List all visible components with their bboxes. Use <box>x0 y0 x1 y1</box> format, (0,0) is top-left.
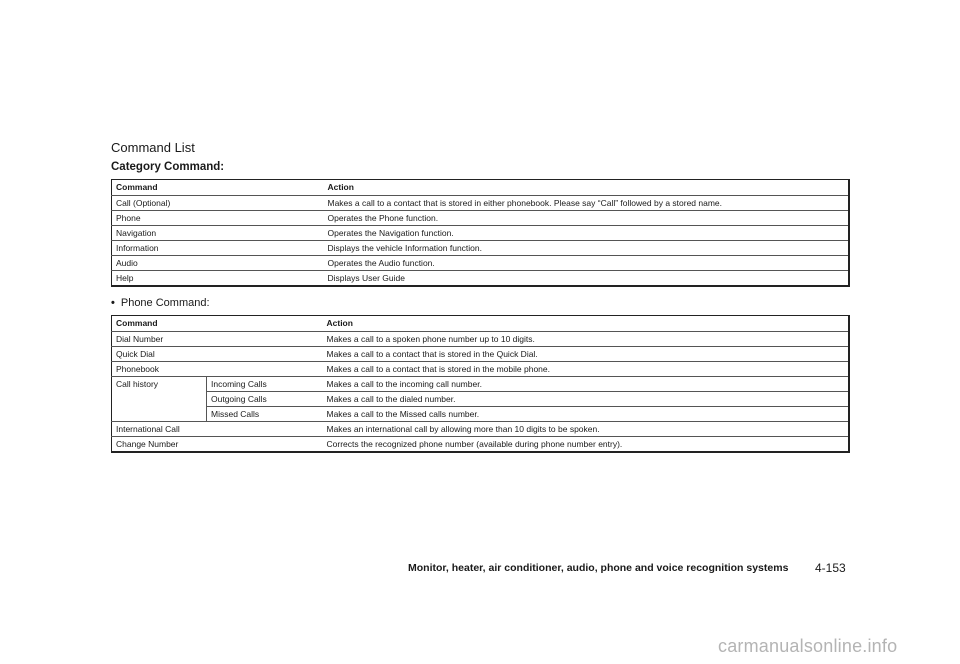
command-cell: International Call <box>112 422 323 437</box>
category-command-table <box>111 179 850 287</box>
page-number: 4-153 <box>815 561 846 575</box>
action-cell: Makes a call to the incoming call number. <box>323 377 850 392</box>
command-cell: Phone <box>112 211 324 226</box>
table-header-row <box>112 180 850 196</box>
table-row <box>112 437 850 453</box>
action-cell: Makes a call to the dialed number. <box>323 392 850 407</box>
sub-command-cell: Outgoing Calls <box>207 392 323 407</box>
call-history-cell: Call history <box>112 377 207 422</box>
column-header-action: Action <box>323 316 850 332</box>
command-cell: Information <box>112 241 324 256</box>
action-cell: Makes a call to the Missed calls number. <box>323 407 850 422</box>
action-cell: Corrects the recognized phone number (available during phone number entry). <box>326 439 623 449</box>
category-command-heading: Category Command: <box>111 161 225 173</box>
command-cell: Navigation <box>112 226 324 241</box>
bullet-icon: • <box>111 297 115 309</box>
command-cell: Change Number <box>116 439 179 449</box>
command-cell: Dial Number <box>112 332 323 347</box>
action-cell: Operates the Navigation function. <box>324 226 850 241</box>
sub-command-cell: Missed Calls <box>207 407 323 422</box>
table-row <box>112 407 850 422</box>
action-cell: Makes a call to a contact that is stored in the Quick Dial. <box>323 347 850 362</box>
action-cell: Operates the Phone function. <box>324 211 850 226</box>
phone-command-heading-text: Phone Command: <box>120 297 210 309</box>
column-header-command: Command <box>112 316 323 332</box>
table-row <box>112 196 850 211</box>
sub-command-cell: Incoming Calls <box>207 377 323 392</box>
command-cell: Quick Dial <box>112 347 323 362</box>
command-cell: Help <box>116 273 134 283</box>
table-row <box>112 392 850 407</box>
column-header-action: Action <box>324 180 850 196</box>
phone-command-table <box>111 315 850 453</box>
action-cell: Displays the vehicle Information function. <box>324 241 850 256</box>
table-row <box>112 347 850 362</box>
phone-command-heading <box>111 297 210 309</box>
table-row <box>112 362 850 377</box>
table-row <box>112 241 850 256</box>
command-cell: Phonebook <box>112 362 323 377</box>
action-cell: Makes a call to a spoken phone number up to 10 digits. <box>323 332 850 347</box>
table-header-row <box>112 316 850 332</box>
table-row <box>112 256 850 271</box>
table-row <box>112 211 850 226</box>
table-row <box>112 377 850 392</box>
watermark: carmanualsonline.info <box>718 636 898 656</box>
action-cell: Operates the Audio function. <box>324 256 850 271</box>
command-cell: Audio <box>112 256 324 271</box>
table-row <box>112 422 850 437</box>
footer-section-title: Monitor, heater, air conditioner, audio, phone and voice recognition systems <box>408 562 789 574</box>
action-cell: Makes a call to a contact that is stored in the mobile phone. <box>323 362 850 377</box>
table-row <box>112 332 850 347</box>
table-row <box>112 226 850 241</box>
action-cell: Makes a call to a contact that is stored in either phonebook. Please say “Call” followed by a stored name. <box>324 196 850 211</box>
column-header-command: Command <box>112 180 324 196</box>
action-cell: Displays User Guide <box>327 273 405 283</box>
table-row <box>112 271 850 287</box>
section-title: Command List <box>111 140 195 155</box>
action-cell: Makes an international call by allowing more than 10 digits to be spoken. <box>323 422 850 437</box>
command-cell: Call (Optional) <box>112 196 324 211</box>
